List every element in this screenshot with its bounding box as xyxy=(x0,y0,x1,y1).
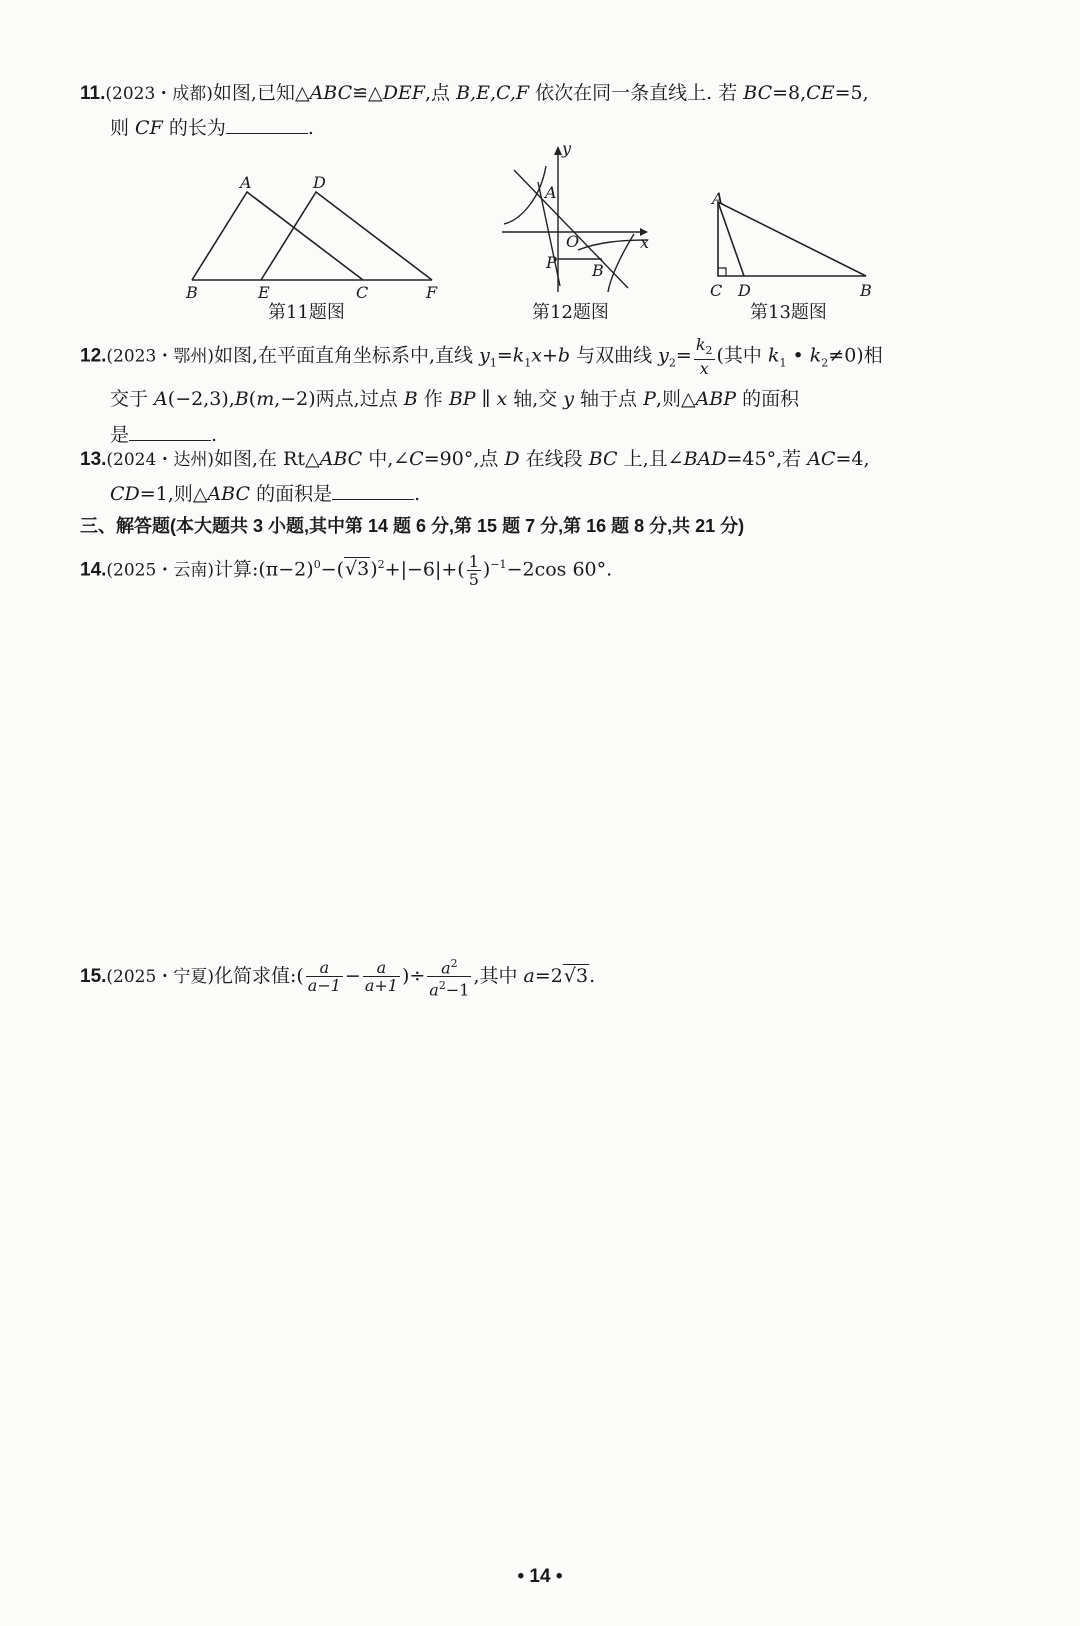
label-c: C xyxy=(710,281,723,300)
q13-text: =1,则△ xyxy=(139,483,208,505)
q12-text: 如图,在平面直角坐标系中,直线 xyxy=(213,344,480,367)
q13-ac: AC xyxy=(807,448,836,470)
q13-text: . xyxy=(414,483,421,505)
q14-source: (2025・云南) xyxy=(106,560,214,581)
q12-b: B xyxy=(234,388,249,411)
q12-frac-num: k xyxy=(695,335,706,354)
q14-sup: −1 xyxy=(490,558,507,571)
q13-c: C xyxy=(409,448,424,470)
q13-abc: ABC xyxy=(319,448,363,470)
q11-line1 xyxy=(80,76,1020,111)
q13-bad: BAD xyxy=(683,448,727,470)
y-arrow-icon xyxy=(554,146,562,155)
q12-y2: y xyxy=(658,344,669,367)
q14-number: 14. xyxy=(80,559,107,581)
fig11-caption: 第11题图 xyxy=(268,302,345,323)
q12-k2: k xyxy=(809,344,822,367)
q15-frac-num: a xyxy=(363,959,400,977)
q14-text: −( xyxy=(320,558,345,581)
q12-x: x xyxy=(496,388,508,411)
question-13 xyxy=(80,442,1020,511)
q11-source: (2023・成都) xyxy=(105,84,213,104)
q11-text: . xyxy=(307,117,314,139)
q13-text: =4, xyxy=(835,448,870,470)
q13-text: 在线段 xyxy=(519,448,589,470)
q15-frac-num: a xyxy=(306,959,343,977)
q11-answer-blank[interactable] xyxy=(226,115,308,134)
q13-cd: CD xyxy=(110,483,140,505)
q11-points: B,E,C,F xyxy=(456,82,530,104)
q13-text: 中,∠ xyxy=(362,448,410,470)
q12-k1: k xyxy=(767,344,780,367)
q12-text: (−2,3), xyxy=(167,388,235,411)
q11-text: 如图,已知△ xyxy=(212,82,310,104)
hyperbola-upper xyxy=(504,166,546,224)
q11-text: =8, xyxy=(772,82,807,104)
triangle-abc xyxy=(192,192,363,280)
q14-text: 计算:(π−2) xyxy=(213,558,314,581)
q15-source: (2025・宁夏) xyxy=(106,966,214,987)
label-b: B xyxy=(592,261,604,280)
fig13-caption: 第13题图 xyxy=(750,302,827,323)
q12-p: P xyxy=(643,388,656,411)
q12-number: 12. xyxy=(80,345,107,367)
q15-a: a xyxy=(523,964,535,987)
q11-cf: CF xyxy=(135,117,163,139)
section-3-heading: 三、解答题(本大题共 3 小题,其中第 14 题 6 分,第 15 题 7 分,第 16 题 8 分,共 21 分) xyxy=(80,516,745,536)
q14-text: +|−6|+( xyxy=(384,558,465,581)
label-c: C xyxy=(356,283,369,302)
q12-sub: 1 xyxy=(779,356,787,370)
q13-line2 xyxy=(80,477,1020,511)
q13-source: (2024・达州) xyxy=(106,450,214,470)
label-e: E xyxy=(258,283,270,302)
q14-frac-num: 1 xyxy=(468,551,479,571)
q12-text: 作 xyxy=(417,388,449,411)
q12-sub: 2 xyxy=(668,356,676,370)
q14-text: ) xyxy=(370,558,378,581)
q15-fraction-3 xyxy=(427,955,471,999)
label-a: A xyxy=(712,190,724,208)
q13-text: =45°,若 xyxy=(726,448,808,470)
q12-text: = xyxy=(675,344,692,367)
q12-text: 交于 xyxy=(110,388,155,411)
q15-frac-den: a+1 xyxy=(364,976,398,996)
q12-source: (2023・鄂州) xyxy=(106,346,214,367)
q11-text: ,点 xyxy=(424,82,457,104)
q11-cong: ≌△ xyxy=(352,82,383,104)
q11-abc: ABC xyxy=(309,82,353,104)
q13-text: 如图,在 Rt△ xyxy=(213,448,320,470)
q13-line1 xyxy=(80,442,1020,477)
q15-text: . xyxy=(589,964,596,987)
q14-sup: 2 xyxy=(377,558,385,571)
label-a: A xyxy=(240,173,252,192)
q13-text: 的面积是 xyxy=(250,483,333,505)
hyperbola-lower-a xyxy=(578,240,648,250)
q12-y1: y xyxy=(479,344,490,367)
q11-bc: BC xyxy=(743,82,773,104)
q12-y: y xyxy=(563,388,575,411)
q14-sup: 0 xyxy=(313,558,321,571)
q11-text: 依次在同一条直线上. 若 xyxy=(529,82,744,104)
q12-text: . xyxy=(211,424,218,447)
q12-b: B xyxy=(403,388,418,411)
q12-text: 与双曲线 xyxy=(570,344,659,367)
question-15 xyxy=(80,955,1020,999)
q12-sub: 2 xyxy=(705,344,713,358)
q12-bp: BP xyxy=(448,388,476,411)
line-y1 xyxy=(514,170,628,288)
q15-frac-den: a−1 xyxy=(307,976,341,996)
figure-13 xyxy=(702,190,882,300)
q14-fraction xyxy=(467,553,481,588)
question-12 xyxy=(80,336,1020,453)
label-f: F xyxy=(426,283,438,302)
q12-m: m xyxy=(256,388,275,411)
q12-text: 是 xyxy=(110,424,130,447)
q12-line1 xyxy=(80,336,1020,381)
q15-sqrt: √3 xyxy=(563,964,589,987)
q13-text: 上,且∠ xyxy=(617,448,684,470)
q12-text: = xyxy=(496,344,513,367)
q15-fraction-2 xyxy=(363,959,400,994)
label-y: y xyxy=(562,140,572,158)
label-b: B xyxy=(860,281,872,300)
q12-text: ,则△ xyxy=(655,388,696,411)
hyperbola-lower-b xyxy=(608,234,634,292)
q15-text: 化简求值:( xyxy=(213,964,304,987)
fig12-caption: 第12题图 xyxy=(532,302,609,323)
q12-sub: 1 xyxy=(489,356,497,370)
q15-fraction-1 xyxy=(306,959,343,994)
q12-text: ( xyxy=(248,388,257,411)
q14-text: ) xyxy=(482,558,491,581)
label-d: D xyxy=(738,281,751,300)
q15-sup: 2 xyxy=(438,979,446,993)
q12-line2 xyxy=(80,381,1020,417)
q15-sup: 2 xyxy=(450,957,458,970)
q15-frac-den: a xyxy=(429,980,439,1000)
q12-text: 轴于点 xyxy=(574,388,644,411)
q12-text: 的面积 xyxy=(736,388,800,411)
q12-text: • xyxy=(786,344,810,367)
q12-sub: 2 xyxy=(821,356,829,370)
q12-abp: ABP xyxy=(695,388,737,411)
q13-bc: BC xyxy=(588,448,618,470)
q12-answer-blank[interactable] xyxy=(129,422,211,441)
q14-frac-den: 5 xyxy=(468,569,479,589)
q13-abc: ABC xyxy=(207,483,251,505)
q12-text: 轴,交 xyxy=(507,388,564,411)
q13-d: D xyxy=(504,448,520,470)
q13-text: =90°,点 xyxy=(423,448,505,470)
label-x: x xyxy=(640,233,650,252)
q11-text: =5, xyxy=(834,82,869,104)
q15-frac-num: a xyxy=(441,958,451,978)
q15-text: =2 xyxy=(534,964,563,987)
question-11 xyxy=(80,76,1020,145)
q12-text: (其中 xyxy=(716,344,768,367)
q12-fraction xyxy=(694,336,715,377)
q11-text: 的长为 xyxy=(162,117,226,139)
label-p: P xyxy=(546,253,557,272)
q12-xb: x+b xyxy=(531,344,571,367)
q15-text: )÷ xyxy=(401,964,426,987)
q12-sub: 1 xyxy=(524,356,532,370)
q15-text: ,其中 xyxy=(473,964,524,987)
q15-text: − xyxy=(344,964,361,987)
q15-number: 15. xyxy=(80,965,107,987)
q14-text: −2cos 60°. xyxy=(506,558,613,581)
q11-text: 则 xyxy=(110,117,136,139)
label-a: A xyxy=(545,183,557,202)
q12-frac-den: x xyxy=(699,359,709,379)
q12-text: ≠0)相 xyxy=(828,344,883,367)
q12-text: ∥ xyxy=(475,388,497,411)
q13-answer-blank[interactable] xyxy=(332,481,414,500)
label-o: O xyxy=(566,232,580,251)
q12-a: A xyxy=(154,388,168,411)
page-number: • 14 • xyxy=(517,1566,563,1587)
figure-12 xyxy=(498,140,658,300)
label-b: B xyxy=(186,283,198,302)
q12-text: ,−2)两点,过点 xyxy=(274,388,404,411)
q14-sqrt: √3 xyxy=(345,558,370,581)
q11-ce: CE xyxy=(806,82,835,104)
label-d: D xyxy=(313,173,326,192)
q11-def: DEF xyxy=(382,82,425,104)
q15-frac-den-tail: −1 xyxy=(445,980,470,1000)
right-angle-mark xyxy=(718,268,726,276)
q11-number: 11. xyxy=(80,83,106,104)
q13-number: 13. xyxy=(80,449,107,470)
q12-k1: k xyxy=(512,344,525,367)
question-14 xyxy=(80,548,1020,588)
